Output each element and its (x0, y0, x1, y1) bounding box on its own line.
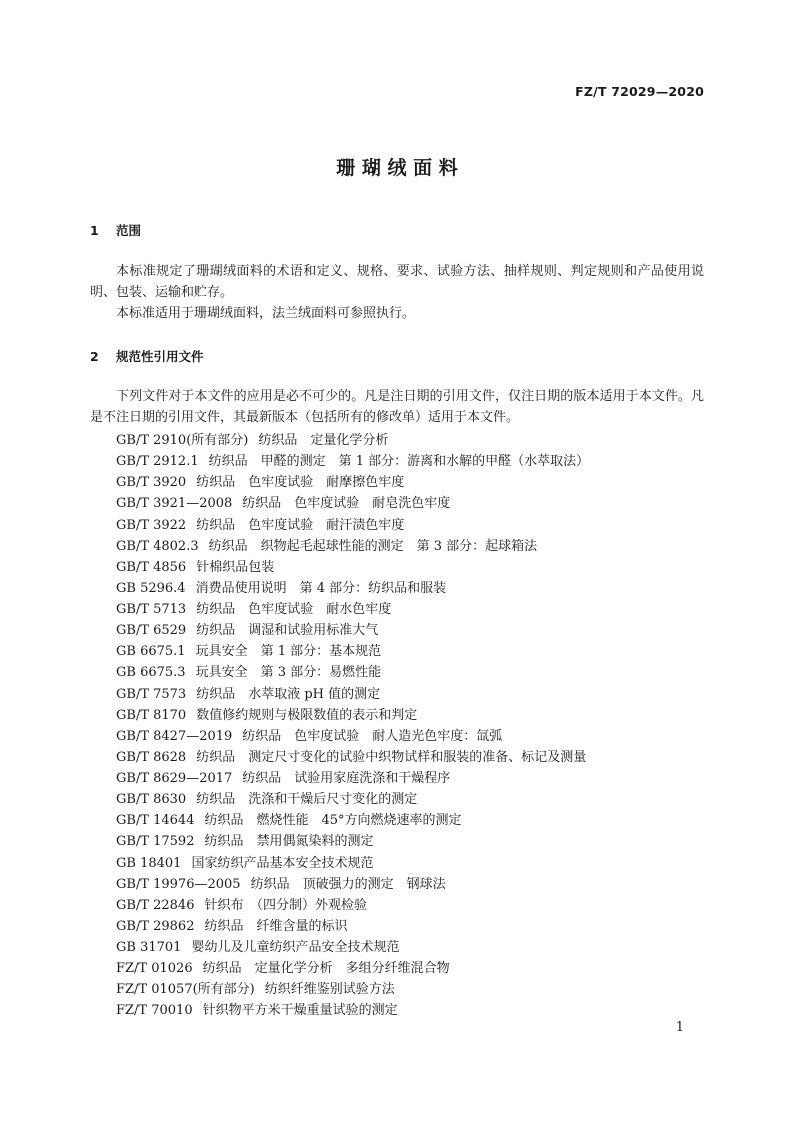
reference-title: 纺织品 色牢度试验 耐摩擦色牢度 (196, 475, 405, 491)
reference-item (116, 789, 589, 810)
reference-title: 纺织品 纤维含量的标识 (204, 918, 348, 934)
reference-title: 纺织品 燃烧性能 45°方向燃烧速率的测定 (204, 813, 462, 829)
reference-item (116, 599, 589, 620)
section-2-number: 2 (90, 349, 99, 364)
reference-code: GB 6675.1 (116, 644, 186, 660)
section-1-paragraph-1: 本标准规定了珊瑚绒面料的术语和定义、规格、要求、试验方法、抽样规则、判定规则和产品使用说明、包装、运输和贮存。 (90, 264, 704, 300)
reference-title: 玩具安全 第 3 部分：易燃性能 (195, 665, 382, 681)
reference-title: 纺织品 调湿和试验用标准大气 (196, 623, 379, 639)
section-1-heading (90, 221, 141, 239)
reference-code: GB/T 14644 (116, 813, 195, 829)
section-2-heading (90, 347, 204, 365)
reference-item (116, 620, 589, 641)
reference-title: 纺织品 禁用偶氮染料的测定 (204, 834, 374, 850)
reference-title: 纺织品 定量化学分析 多组分纤维混合物 (202, 961, 450, 977)
reference-code: GB 6675.3 (116, 665, 186, 681)
reference-item (116, 810, 589, 831)
reference-title: 纺织纤维鉴别试验方法 (264, 982, 395, 998)
reference-code: GB/T 2910(所有部分) (116, 433, 249, 448)
standard-number: FZ/T 72029—2020 (575, 84, 704, 99)
reference-code: GB/T 5713 (116, 602, 187, 617)
reference-title: 消费品使用说明 第 4 部分：纺织品和服装 (195, 580, 447, 596)
reference-title: 针织布 （四分制）外观检验 (204, 897, 367, 913)
reference-code: GB/T 17592 (116, 834, 195, 850)
reference-code: FZ/T 01026 (116, 961, 193, 977)
reference-title: 纺织品 测定尺寸变化的试验中织物试样和服装的准备、标记及测量 (196, 749, 587, 765)
reference-title: 婴幼儿及儿童纺织产品安全技术规范 (191, 940, 400, 955)
reference-item (116, 705, 589, 726)
reference-title: 数值修约规则与极限数值的表示和判定 (196, 707, 418, 723)
page-number: 1 (675, 1020, 684, 1035)
reference-code: GB/T 29862 (116, 918, 195, 934)
document-title: 珊 瑚 绒 面 料 (336, 157, 458, 179)
reference-title: 纺织品 试验用家庭洗涤和干燥程序 (242, 771, 451, 786)
reference-item (116, 493, 589, 514)
reference-code: GB 5296.4 (116, 580, 186, 596)
reference-title: 针棉织品包装 (196, 559, 275, 575)
reference-code: GB/T 8629—2017 (116, 771, 233, 786)
reference-code: GB/T 8630 (116, 792, 187, 808)
reference-item (116, 515, 589, 536)
reference-code: GB/T 2912.1 (116, 454, 199, 470)
reference-title: 国家纺织产品基本安全技术规范 (191, 855, 374, 871)
reference-item (116, 684, 589, 705)
reference-item (116, 979, 589, 1000)
reference-title: 纺织品 甲醛的测定 第 1 部分：游离和水解的甲醛（水萃取法） (208, 454, 590, 470)
reference-code: GB/T 8628 (116, 749, 187, 765)
reference-title: 纺织品 织物起毛起球性能的测定 第 3 部分：起球箱法 (208, 538, 538, 554)
reference-title: 纺织品 色牢度试验 耐汗渍色牢度 (196, 517, 405, 533)
section-2-intro: 下列文件对于本文件的应用是必不可少的。凡是注日期的引用文件，仅注日期的版本适用于本文件。凡是不注日期的引用文件，其最新版本（包括所有的修改单）适用于本文件。 (90, 389, 704, 425)
reference-item (116, 874, 589, 895)
reference-code: FZ/T 01057(所有部分) (116, 982, 255, 998)
reference-item (116, 747, 589, 768)
reference-item (116, 853, 589, 874)
reference-title: 纺织品 色牢度试验 耐水色牢度 (196, 602, 392, 617)
reference-item (116, 726, 589, 747)
reference-title: 纺织品 洗涤和干燥后尺寸变化的测定 (196, 792, 418, 808)
reference-title: 纺织品 色牢度试验 耐皂洗色牢度 (242, 496, 451, 512)
section-1-number: 1 (90, 223, 99, 238)
reference-item (116, 937, 589, 958)
reference-title: 纺织品 定量化学分析 (258, 433, 389, 448)
reference-code: GB/T 3921—2008 (116, 496, 233, 512)
reference-code: GB 18401 (116, 855, 182, 871)
reference-title: 纺织品 色牢度试验 耐人造光色牢度：氙弧 (242, 728, 503, 744)
reference-item (116, 536, 589, 557)
reference-item (116, 958, 589, 979)
reference-item (116, 768, 589, 789)
reference-code: GB/T 8427—2019 (116, 728, 233, 744)
reference-code: FZ/T 70010 (116, 1003, 193, 1019)
reference-item (116, 578, 589, 599)
section-2-title: 规范性引用文件 (116, 349, 204, 364)
reference-code: GB/T 3920 (116, 475, 187, 491)
reference-item (116, 557, 589, 578)
reference-title: 玩具安全 第 1 部分：基本规范 (195, 644, 382, 660)
reference-code: GB/T 6529 (116, 623, 187, 639)
reference-code: GB/T 4802.3 (116, 538, 199, 554)
reference-item (116, 831, 589, 852)
reference-title: 纺织品 水萃取液 pH 值的测定 (196, 686, 381, 702)
reference-item (116, 472, 589, 493)
reference-item (116, 1000, 589, 1021)
reference-code: GB/T 7573 (116, 686, 187, 702)
section-1-paragraph-2: 本标准适用于珊瑚绒面料，法兰绒面料可参照执行。 (116, 306, 416, 321)
reference-item (116, 641, 589, 662)
reference-item (116, 451, 589, 472)
reference-item (116, 662, 589, 683)
reference-list (116, 430, 589, 1022)
section-1-title: 范围 (116, 223, 142, 238)
reference-item (116, 430, 589, 451)
reference-code: GB 31701 (116, 940, 182, 955)
reference-title: 纺织品 顶破强力的测定 钢球法 (250, 876, 446, 892)
reference-code: GB/T 22846 (116, 897, 195, 913)
reference-code: GB/T 4856 (116, 559, 187, 575)
reference-title: 针织物平方米干燥重量试验的测定 (202, 1003, 398, 1019)
reference-item (116, 916, 589, 937)
reference-code: GB/T 19976—2005 (116, 876, 241, 892)
reference-code: GB/T 3922 (116, 517, 187, 533)
reference-item (116, 895, 589, 916)
reference-code: GB/T 8170 (116, 707, 187, 723)
